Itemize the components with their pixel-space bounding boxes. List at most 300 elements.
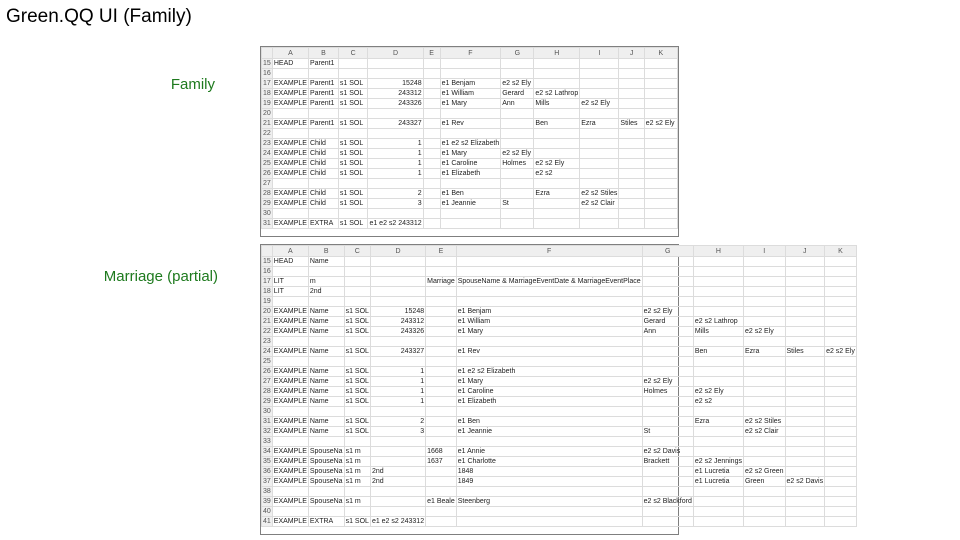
- cell[interactable]: [644, 189, 677, 199]
- cell[interactable]: [370, 507, 425, 517]
- cell[interactable]: [308, 109, 338, 119]
- cell[interactable]: Name: [308, 307, 344, 317]
- cell[interactable]: [423, 89, 440, 99]
- cell[interactable]: [644, 139, 677, 149]
- cell[interactable]: [426, 477, 457, 487]
- cell[interactable]: [644, 159, 677, 169]
- cell[interactable]: [272, 109, 308, 119]
- cell[interactable]: s1 SOL: [338, 199, 368, 209]
- cell[interactable]: Ezra: [580, 119, 619, 129]
- cell[interactable]: e1 Benjam: [456, 307, 642, 317]
- cell[interactable]: [370, 407, 425, 417]
- cell[interactable]: e1 Annie: [456, 447, 642, 457]
- cell[interactable]: [619, 159, 644, 169]
- column-header[interactable]: A: [272, 246, 308, 257]
- cell[interactable]: 243312: [370, 317, 425, 327]
- cell[interactable]: Name: [308, 367, 344, 377]
- cell[interactable]: [693, 507, 743, 517]
- cell[interactable]: [644, 59, 677, 69]
- cell[interactable]: 1: [370, 377, 425, 387]
- cell[interactable]: [370, 267, 425, 277]
- cell[interactable]: [370, 437, 425, 447]
- cell[interactable]: [825, 297, 857, 307]
- cell[interactable]: [693, 287, 743, 297]
- cell[interactable]: [693, 267, 743, 277]
- cell[interactable]: [693, 367, 743, 377]
- cell[interactable]: [272, 297, 308, 307]
- cell[interactable]: [642, 357, 693, 367]
- cell[interactable]: Name: [308, 377, 344, 387]
- row-number[interactable]: 23: [263, 140, 271, 147]
- cell[interactable]: Stiles: [785, 347, 825, 357]
- cell[interactable]: EXAMPLE: [273, 160, 307, 167]
- row-number[interactable]: 33: [263, 438, 271, 445]
- cell[interactable]: Name: [308, 347, 344, 357]
- cell[interactable]: [501, 119, 534, 129]
- cell[interactable]: s1 SOL: [338, 189, 368, 199]
- cell[interactable]: [825, 267, 857, 277]
- cell[interactable]: [644, 109, 677, 119]
- cell[interactable]: [426, 367, 457, 377]
- cell[interactable]: Holmes: [642, 387, 693, 397]
- cell[interactable]: [785, 357, 825, 367]
- cell[interactable]: Gerard: [501, 89, 534, 99]
- cell[interactable]: e2 s2 Ely: [501, 149, 534, 159]
- cell[interactable]: [423, 159, 440, 169]
- cell[interactable]: 3: [368, 199, 423, 209]
- cell[interactable]: [501, 59, 534, 69]
- cell[interactable]: [785, 387, 825, 397]
- cell[interactable]: [825, 477, 857, 487]
- cell[interactable]: 2: [370, 417, 425, 427]
- cell[interactable]: 2nd: [370, 467, 425, 477]
- cell[interactable]: [501, 209, 534, 219]
- row-number[interactable]: 41: [263, 518, 271, 525]
- cell[interactable]: [619, 139, 644, 149]
- cell[interactable]: [785, 447, 825, 457]
- cell[interactable]: e1 Mary: [440, 99, 501, 109]
- cell[interactable]: [785, 257, 825, 267]
- cell[interactable]: SpouseNa: [309, 468, 343, 475]
- cell[interactable]: [743, 257, 785, 267]
- cell[interactable]: e2 s2 Davis: [642, 447, 693, 457]
- column-header[interactable]: D: [370, 246, 425, 257]
- cell[interactable]: [368, 69, 423, 79]
- row-number[interactable]: 21: [263, 318, 271, 325]
- cell[interactable]: [426, 397, 457, 407]
- cell[interactable]: [534, 139, 580, 149]
- cell[interactable]: EXAMPLE: [273, 328, 307, 335]
- cell[interactable]: HEAD: [272, 257, 308, 267]
- cell[interactable]: [619, 109, 644, 119]
- cell[interactable]: [619, 219, 644, 229]
- cell[interactable]: LIT: [272, 287, 308, 297]
- cell[interactable]: e1 Jeannie: [456, 427, 642, 437]
- cell[interactable]: [785, 507, 825, 517]
- cell[interactable]: EXAMPLE: [273, 308, 307, 315]
- cell[interactable]: e1 Caroline: [440, 159, 501, 169]
- cell[interactable]: [642, 277, 693, 287]
- cell[interactable]: Steenberg: [456, 497, 642, 507]
- row-number[interactable]: 31: [263, 418, 271, 425]
- cell[interactable]: [426, 407, 457, 417]
- cell[interactable]: s1 SOL: [345, 348, 369, 355]
- cell[interactable]: e1 Mary: [456, 327, 642, 337]
- cell[interactable]: [825, 287, 857, 297]
- cell[interactable]: [370, 277, 425, 287]
- column-header[interactable]: H: [693, 246, 743, 257]
- cell[interactable]: [426, 307, 457, 317]
- cell[interactable]: e2 s2 Davis: [786, 478, 824, 485]
- row-number[interactable]: 30: [263, 210, 271, 217]
- cell[interactable]: [272, 267, 308, 277]
- cell[interactable]: [534, 179, 580, 189]
- cell[interactable]: [423, 189, 440, 199]
- cell[interactable]: s1 SOL: [345, 428, 369, 435]
- cell[interactable]: [308, 267, 344, 277]
- cell[interactable]: e1 e2 s2 Elizabeth: [456, 367, 642, 377]
- cell[interactable]: [644, 89, 677, 99]
- cell[interactable]: EXAMPLE: [273, 150, 307, 157]
- cell[interactable]: [785, 327, 825, 337]
- cell[interactable]: [426, 377, 457, 387]
- row-number[interactable]: 22: [263, 328, 271, 335]
- cell[interactable]: 2: [368, 189, 423, 199]
- row-number[interactable]: 17: [263, 80, 271, 87]
- cell[interactable]: [501, 169, 534, 179]
- cell[interactable]: 3: [370, 427, 425, 437]
- cell[interactable]: e1 Beale: [427, 498, 455, 505]
- cell[interactable]: e2 s2: [534, 169, 580, 179]
- column-header[interactable]: C: [338, 48, 368, 59]
- cell[interactable]: e2 s2 Stiles: [581, 190, 618, 197]
- cell[interactable]: [426, 467, 457, 477]
- cell[interactable]: [580, 149, 619, 159]
- cell[interactable]: [580, 79, 619, 89]
- cell[interactable]: [344, 257, 370, 267]
- cell[interactable]: [785, 297, 825, 307]
- cell[interactable]: [642, 347, 693, 357]
- cell[interactable]: [308, 69, 338, 79]
- cell[interactable]: EXAMPLE: [273, 170, 307, 177]
- cell[interactable]: [456, 297, 642, 307]
- cell[interactable]: [743, 377, 785, 387]
- cell[interactable]: [825, 487, 857, 497]
- column-header[interactable]: E: [426, 246, 457, 257]
- row-number[interactable]: 26: [263, 368, 271, 375]
- row-number[interactable]: 38: [263, 488, 271, 495]
- cell[interactable]: [825, 407, 857, 417]
- cell[interactable]: [534, 219, 580, 229]
- cell[interactable]: [743, 397, 785, 407]
- cell[interactable]: [344, 357, 370, 367]
- column-header[interactable]: K: [644, 48, 677, 59]
- cell[interactable]: Child: [308, 139, 338, 149]
- cell[interactable]: e1 Jeannie: [440, 199, 501, 209]
- cell[interactable]: [426, 267, 457, 277]
- cell[interactable]: [338, 129, 368, 139]
- cell[interactable]: e2 s2 Green: [744, 468, 784, 475]
- cell[interactable]: [642, 517, 693, 527]
- cell[interactable]: [501, 219, 534, 229]
- cell[interactable]: [785, 517, 825, 527]
- cell[interactable]: [743, 407, 785, 417]
- cell[interactable]: Name: [308, 327, 344, 337]
- cell[interactable]: [423, 149, 440, 159]
- cell[interactable]: [825, 417, 857, 427]
- cell[interactable]: EXAMPLE: [273, 318, 307, 325]
- cell[interactable]: EXAMPLE: [273, 388, 307, 395]
- cell[interactable]: [370, 497, 425, 507]
- cell[interactable]: [501, 69, 534, 79]
- row-number[interactable]: 17: [263, 278, 271, 285]
- cell[interactable]: Ben: [693, 347, 743, 357]
- cell[interactable]: [272, 337, 308, 347]
- cell[interactable]: [426, 487, 457, 497]
- row-number[interactable]: 34: [263, 448, 271, 455]
- cell[interactable]: [338, 179, 368, 189]
- cell[interactable]: [370, 287, 425, 297]
- cell[interactable]: e2 s2 Lathrop: [535, 90, 579, 97]
- column-header[interactable]: C: [344, 246, 370, 257]
- cell[interactable]: Stiles: [619, 119, 644, 129]
- cell[interactable]: [825, 277, 857, 287]
- cell[interactable]: e1 Ben: [456, 417, 642, 427]
- cell[interactable]: [272, 487, 308, 497]
- cell[interactable]: [825, 317, 857, 327]
- row-number[interactable]: 28: [263, 388, 271, 395]
- cell[interactable]: 1668: [426, 447, 457, 457]
- cell[interactable]: Name: [308, 317, 344, 327]
- cell[interactable]: e1 Mary: [440, 149, 501, 159]
- cell[interactable]: [619, 149, 644, 159]
- cell[interactable]: [644, 199, 677, 209]
- cell[interactable]: [456, 267, 642, 277]
- cell[interactable]: [743, 447, 785, 457]
- cell[interactable]: e1 Benjam: [440, 79, 501, 89]
- cell[interactable]: Marriage: [427, 278, 455, 285]
- cell[interactable]: [825, 387, 857, 397]
- column-header[interactable]: D: [368, 48, 423, 59]
- cell[interactable]: Gerard: [642, 317, 693, 327]
- cell[interactable]: [743, 337, 785, 347]
- cell[interactable]: s1 SOL: [338, 219, 368, 229]
- cell[interactable]: s1 SOL: [345, 328, 369, 335]
- cell[interactable]: EXAMPLE: [273, 458, 307, 465]
- cell[interactable]: [344, 287, 370, 297]
- cell[interactable]: [785, 467, 825, 477]
- family-spreadsheet[interactable]: [260, 46, 679, 237]
- row-number[interactable]: 36: [263, 468, 271, 475]
- cell[interactable]: EXAMPLE: [273, 220, 307, 227]
- cell[interactable]: e1 William: [440, 89, 501, 99]
- cell[interactable]: [644, 99, 677, 109]
- cell[interactable]: e1 Ben: [440, 189, 501, 199]
- cell[interactable]: [344, 437, 370, 447]
- cell[interactable]: [440, 209, 501, 219]
- cell[interactable]: Child: [308, 149, 338, 159]
- column-header[interactable]: B: [308, 48, 338, 59]
- cell[interactable]: [825, 257, 857, 267]
- cell[interactable]: [693, 297, 743, 307]
- cell[interactable]: 243327: [370, 347, 425, 357]
- cell[interactable]: [693, 517, 743, 527]
- cell[interactable]: [423, 179, 440, 189]
- cell[interactable]: [642, 487, 693, 497]
- cell[interactable]: EXAMPLE: [273, 478, 307, 485]
- cell[interactable]: Name: [308, 417, 344, 427]
- cell[interactable]: 1849: [456, 477, 642, 487]
- cell[interactable]: [743, 277, 785, 287]
- cell[interactable]: [693, 337, 743, 347]
- column-header[interactable]: J: [785, 246, 825, 257]
- cell[interactable]: Mills: [534, 99, 580, 109]
- row-number[interactable]: 31: [263, 220, 271, 227]
- cell[interactable]: Green: [743, 477, 785, 487]
- cell[interactable]: [308, 179, 338, 189]
- cell[interactable]: [693, 447, 743, 457]
- cell[interactable]: EXAMPLE: [273, 518, 307, 525]
- cell[interactable]: [272, 507, 308, 517]
- cell[interactable]: [693, 377, 743, 387]
- cell[interactable]: 1: [368, 169, 423, 179]
- cell[interactable]: e1 e2 s2 Elizabeth: [441, 140, 500, 147]
- cell[interactable]: [308, 357, 344, 367]
- cell[interactable]: [423, 79, 440, 89]
- column-header[interactable]: G: [501, 48, 534, 59]
- cell[interactable]: [272, 357, 308, 367]
- column-header[interactable]: A: [272, 48, 308, 59]
- column-header[interactable]: E: [423, 48, 440, 59]
- row-number[interactable]: 26: [263, 170, 271, 177]
- cell[interactable]: 1: [368, 149, 423, 159]
- cell[interactable]: s1 m: [344, 477, 370, 487]
- cell[interactable]: 243326: [368, 99, 423, 109]
- cell[interactable]: [693, 437, 743, 447]
- cell[interactable]: SpouseNa: [309, 458, 343, 465]
- cell[interactable]: [580, 89, 619, 99]
- cell[interactable]: [426, 417, 457, 427]
- cell[interactable]: [426, 507, 457, 517]
- cell[interactable]: [642, 257, 693, 267]
- cell[interactable]: [785, 427, 825, 437]
- cell[interactable]: [693, 427, 743, 437]
- cell[interactable]: [456, 437, 642, 447]
- cell[interactable]: e2 s2 Lathrop: [693, 317, 743, 327]
- cell[interactable]: s1 SOL: [345, 418, 369, 425]
- cell[interactable]: [534, 79, 580, 89]
- cell[interactable]: SpouseNa: [309, 478, 343, 485]
- cell[interactable]: [426, 317, 457, 327]
- cell[interactable]: [426, 257, 457, 267]
- cell[interactable]: EXAMPLE: [273, 190, 307, 197]
- cell[interactable]: [440, 109, 501, 119]
- cell[interactable]: [580, 59, 619, 69]
- cell[interactable]: [825, 467, 857, 477]
- cell[interactable]: [743, 287, 785, 297]
- cell[interactable]: [423, 109, 440, 119]
- cell[interactable]: SpouseName & MarriageEventDate & MarriageEventPlace: [457, 278, 641, 285]
- cell[interactable]: s1 m: [344, 457, 370, 467]
- cell[interactable]: e2 s2 Ely: [534, 159, 580, 169]
- row-number[interactable]: 23: [263, 338, 271, 345]
- cell[interactable]: [644, 219, 677, 229]
- cell[interactable]: [580, 129, 619, 139]
- cell[interactable]: Ezra: [534, 189, 580, 199]
- cell[interactable]: 1: [368, 139, 423, 149]
- column-header[interactable]: G: [642, 246, 693, 257]
- cell[interactable]: [580, 139, 619, 149]
- cell[interactable]: [370, 487, 425, 497]
- cell[interactable]: [426, 347, 457, 357]
- cell[interactable]: s1 m: [344, 467, 370, 477]
- cell[interactable]: [368, 59, 423, 69]
- cell[interactable]: [644, 169, 677, 179]
- column-header[interactable]: H: [534, 48, 580, 59]
- cell[interactable]: e2 s2 Ely: [743, 327, 785, 337]
- cell[interactable]: s1 SOL: [338, 99, 368, 109]
- cell[interactable]: s1 SOL: [338, 159, 368, 169]
- cell[interactable]: Mills: [693, 327, 743, 337]
- cell[interactable]: 1: [370, 367, 425, 377]
- cell[interactable]: [426, 517, 457, 527]
- cell[interactable]: [785, 367, 825, 377]
- row-number[interactable]: 16: [263, 268, 271, 275]
- cell[interactable]: [785, 457, 825, 467]
- column-header[interactable]: F: [456, 246, 642, 257]
- cell[interactable]: [825, 357, 857, 367]
- cell[interactable]: [308, 129, 338, 139]
- cell[interactable]: s1 SOL: [345, 378, 369, 385]
- cell[interactable]: [370, 257, 425, 267]
- cell[interactable]: [619, 129, 644, 139]
- row-number[interactable]: 18: [263, 90, 271, 97]
- cell[interactable]: [370, 337, 425, 347]
- cell[interactable]: Child: [308, 159, 338, 169]
- cell[interactable]: [308, 487, 344, 497]
- cell[interactable]: [423, 129, 440, 139]
- cell[interactable]: [338, 69, 368, 79]
- cell[interactable]: s1 m: [344, 447, 370, 457]
- cell[interactable]: [693, 407, 743, 417]
- cell[interactable]: [743, 357, 785, 367]
- cell[interactable]: [642, 337, 693, 347]
- cell[interactable]: [423, 99, 440, 109]
- cell[interactable]: Name: [308, 397, 344, 407]
- cell[interactable]: s1 m: [344, 497, 370, 507]
- cell[interactable]: e1 Caroline: [456, 387, 642, 397]
- cell[interactable]: [785, 317, 825, 327]
- cell[interactable]: [619, 99, 644, 109]
- cell[interactable]: [423, 199, 440, 209]
- cell[interactable]: SpouseNa: [309, 448, 343, 455]
- column-header[interactable]: [262, 48, 273, 59]
- cell[interactable]: [308, 297, 344, 307]
- row-number[interactable]: 30: [263, 408, 271, 415]
- cell[interactable]: LIT: [272, 277, 308, 287]
- row-number[interactable]: 27: [263, 378, 271, 385]
- cell[interactable]: [426, 327, 457, 337]
- cell[interactable]: s1 SOL: [345, 518, 369, 525]
- cell[interactable]: [693, 487, 743, 497]
- cell[interactable]: [619, 169, 644, 179]
- cell[interactable]: EXAMPLE: [273, 80, 307, 87]
- cell[interactable]: [440, 179, 501, 189]
- cell[interactable]: 1848: [456, 467, 642, 477]
- cell[interactable]: [743, 457, 785, 467]
- cell[interactable]: [785, 397, 825, 407]
- row-number[interactable]: 25: [263, 160, 271, 167]
